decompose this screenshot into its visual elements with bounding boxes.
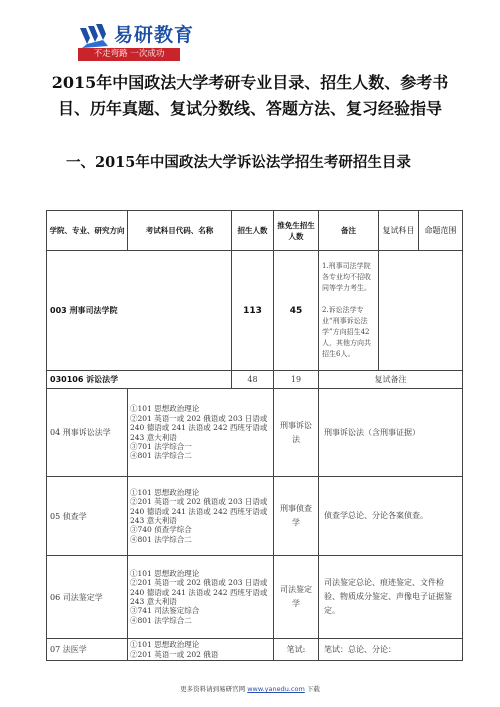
header-exam-subjects: 考试科目代码、名称 bbox=[128, 211, 232, 251]
direction-name: 06 司法鉴定学 bbox=[47, 556, 128, 639]
table-row bbox=[47, 639, 463, 661]
exam-scope: 刑事诉讼法（含刑事证据） bbox=[319, 389, 463, 477]
exam-subject: ①101 思想政治理论 bbox=[130, 487, 200, 497]
major-exempt-enrollment: 19 bbox=[274, 371, 319, 389]
school-blank-cell bbox=[379, 251, 463, 371]
table-row bbox=[47, 556, 463, 639]
school-row bbox=[47, 251, 463, 371]
school-enrollment: 113 bbox=[232, 251, 274, 371]
major-row bbox=[47, 371, 463, 389]
major-retest-remark: 复试备注 bbox=[319, 371, 463, 389]
exam-subjects-cell bbox=[128, 556, 274, 639]
direction-name: 05 侦查学 bbox=[47, 477, 128, 556]
exam-subject: ④801 法学综合二 bbox=[130, 615, 192, 625]
exam-subject: ②201 英语一或 202 俄语或 203 日语或 240 德语或 241 法语或 242 西班牙语或 243 意大利语 bbox=[130, 497, 268, 525]
exam-subject: ②201 英语一或 202 俄语或 203 日语或 240 德语或 241 法语或 242 西班牙语或 243 意大利语 bbox=[130, 413, 268, 442]
school-name: 003 刑事司法学院 bbox=[47, 251, 232, 371]
exam-subject: ④801 法学综合二 bbox=[130, 534, 192, 544]
exam-subjects-cell bbox=[128, 639, 274, 661]
table-row bbox=[47, 477, 463, 556]
admissions-catalog-table bbox=[46, 210, 463, 661]
exam-subjects-cell bbox=[128, 389, 274, 477]
major-name: 030106 诉讼法学 bbox=[47, 371, 232, 389]
retest-subject: 刑事侦查学 bbox=[274, 477, 319, 556]
direction-name: 07 法医学 bbox=[47, 639, 128, 661]
header-remarks: 备注 bbox=[319, 211, 379, 251]
header-exempt-enrollment: 推免生招生人数 bbox=[274, 211, 319, 251]
exam-scope: 侦查学总论、分论各案侦查。 bbox=[319, 477, 463, 556]
school-notes bbox=[319, 251, 379, 371]
school-note: 1.刑事司法学院各专业均不招收同等学力考生。 bbox=[322, 262, 371, 292]
school-exempt-enrollment: 45 bbox=[274, 251, 319, 371]
logo-mark-icon bbox=[78, 22, 112, 50]
exam-subject: ①101 思想政治理论 bbox=[130, 404, 200, 414]
major-enrollment: 48 bbox=[232, 371, 274, 389]
exam-subject: ②201 英语一或 202 俄语 bbox=[130, 649, 219, 659]
table-header-row bbox=[47, 211, 463, 251]
section-heading: 一、2015年中国政法大学诉讼法学招生考研招生目录 bbox=[66, 154, 411, 171]
exam-scope: 司法鉴定总论、痕迹鉴定、文件检验、物质成分鉴定、声像电子证据鉴定。 bbox=[319, 556, 463, 639]
header-exam-scope: 命题范围 bbox=[419, 211, 463, 251]
header-retest-subjects: 复试科目 bbox=[379, 211, 419, 251]
retest-subject: 笔试: bbox=[274, 639, 319, 661]
exam-subjects-cell bbox=[128, 477, 274, 556]
exam-subject: ②201 英语一或 202 俄语或 203 日语或 240 德语或 241 法语或 242 西班牙语或 243 意大利语 bbox=[130, 578, 268, 606]
exam-subject: ①101 思想政治理论 bbox=[130, 640, 200, 650]
exam-subject: ①101 思想政治理论 bbox=[130, 568, 200, 578]
exam-subject: ③741 司法鉴定综合 bbox=[130, 606, 200, 616]
footer-website-link[interactable]: www.yanedu.com bbox=[247, 685, 305, 693]
exam-scope: 笔试：总论、分论： bbox=[319, 639, 463, 661]
header-school: 学院、专业、研究方向 bbox=[47, 211, 128, 251]
exam-subject: ④801 法学综合二 bbox=[130, 451, 192, 461]
direction-name: 04 刑事诉讼法学 bbox=[47, 389, 128, 477]
footer-text: 下载 bbox=[304, 685, 320, 693]
exam-subject: ③701 法学综合一 bbox=[130, 441, 192, 451]
brand-slogan: 不走弯路 一次成功 bbox=[78, 48, 180, 61]
retest-subject: 司法鉴定学 bbox=[274, 556, 319, 639]
page-footer bbox=[0, 684, 500, 693]
brand-name: 易研教育 bbox=[114, 24, 195, 46]
header-enrollment: 招生人数 bbox=[232, 211, 274, 251]
footer-text: 更多资料请到易研官网 bbox=[180, 685, 248, 693]
brand-logo bbox=[78, 18, 208, 62]
exam-subject: ③740 侦查学综合 bbox=[130, 525, 192, 535]
page-title: 2015年中国政法大学考研专业目录、招生人数、参考书目、历年真题、复试分数线、答题方法、复习经验指导 bbox=[51, 73, 449, 118]
school-note: 2.诉讼法学专业“刑事诉讼法学”方向招生42人，其他方向共招生6人。 bbox=[322, 306, 371, 358]
retest-subject: 刑事诉讼法 bbox=[274, 389, 319, 477]
table-row bbox=[47, 389, 463, 477]
